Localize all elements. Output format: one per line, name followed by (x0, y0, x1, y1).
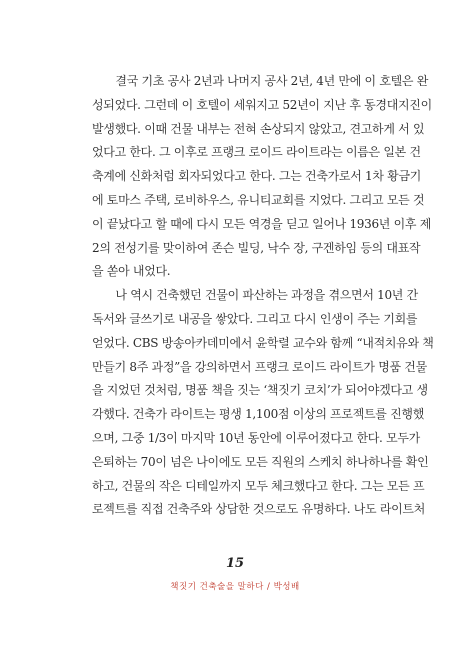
running-footer: 책짓기 건축술을 말하다 / 박성배 (170, 582, 300, 592)
text-line: 나 역시 건축했던 건물이 파산하는 과정을 겪으면서 10년 간 (92, 288, 418, 303)
body-text (92, 70, 434, 522)
text-line: 을 지었던 것처럼, 명품 책을 짓는 ‘책짓기 코치’가 되어야겠다고 생 (92, 383, 428, 398)
text-line: 에 토마스 주택, 로비하우스, 유니티교회를 지었다. 그리고 모든 것 (92, 192, 425, 207)
text-line: 독서와 글쓰기로 내공을 쌓았다. 그리고 다시 인생이 주는 기회를 (92, 311, 418, 326)
text-line: 었다고 한다. 그 이후로 프랭크 로이드 라이트라는 이름은 일본 건 (92, 145, 421, 160)
text-line: 으며, 그중 1/3이 마지막 10년 동안에 이루어졌다고 한다. 모두가 (92, 430, 420, 445)
text-line: 로젝트를 직접 건축주와 상담한 것으로도 유명하다. 나도 라이트처 (92, 502, 426, 517)
text-line: 얻었다. CBS 방송아카데미에서 윤학렬 교수와 함께 “내적치유와 책 (92, 335, 434, 350)
text-line: 각했다. 건축가 라이트는 평생 1,100점 이상의 프로젝트를 진행했 (92, 407, 424, 422)
text-line: 하고, 건물의 작은 디테일까지 모두 체크했다고 한다. 그는 모든 프 (92, 478, 425, 493)
text-line: 성되었다. 그런데 이 호텔이 세워지고 52년이 지난 후 동경대지진이 (92, 97, 432, 112)
text-line: 결국 기초 공사 2년과 나머지 공사 2년, 4년 만에 이 호텔은 완 (92, 74, 429, 88)
text-line: 발생했다. 이때 건물 내부는 전혀 손상되지 않았고, 견고하게 서 있 (92, 121, 425, 136)
text-line: 축계에 신화처럼 회자되었다고 한다. 그는 건축가로서 1차 황금기 (92, 169, 422, 184)
text-line: 은퇴하는 70이 넘은 나이에도 모든 직원의 스케치 하나하나를 확인 (92, 454, 429, 469)
text-line: 만들기 8주 과정”을 강의하면서 프랭크 로이드 라이트가 명품 건물 (92, 359, 427, 374)
text-line: 2의 전성기를 맞이하여 존슨 빌딩, 낙수 장, 구겐하임 등의 대표작 (92, 240, 421, 255)
page-number: 15 (225, 556, 245, 571)
text-line: 을 쏟아 내었다. (92, 264, 171, 279)
text-line: 이 끝났다고 할 때에 다시 모든 역경을 딛고 일어나 1936년 이후 제 (92, 216, 432, 231)
